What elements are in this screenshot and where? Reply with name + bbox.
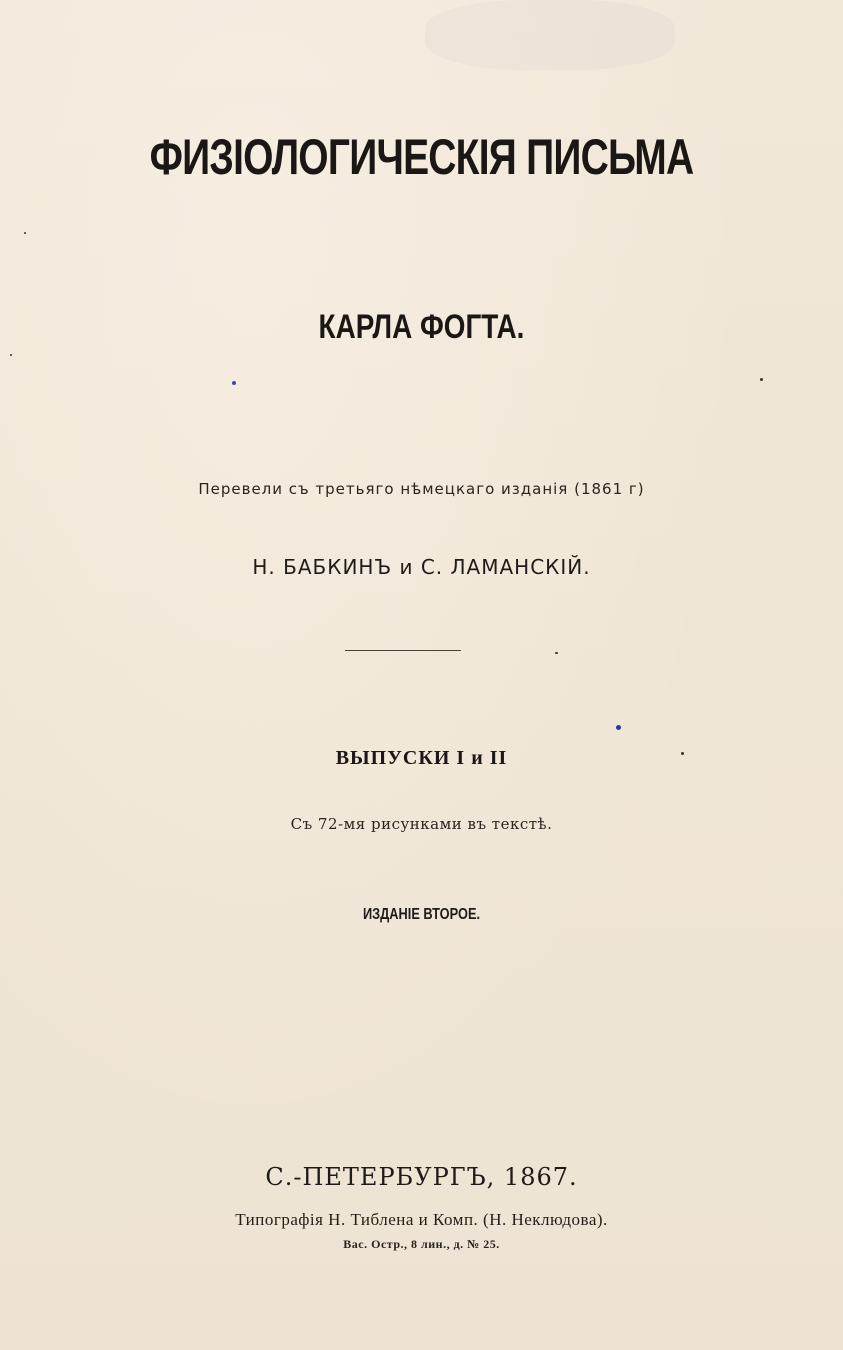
- paper-speck: [681, 752, 684, 755]
- author-line: КАРЛА ФОГТА.: [318, 308, 525, 346]
- paper-speck: [616, 725, 621, 730]
- paper-speck: [10, 354, 12, 356]
- paper-speck: [232, 381, 236, 385]
- paper-speck: [760, 378, 763, 381]
- issues-line: ВЫПУСКИ I и II: [335, 747, 508, 769]
- book-title: ФИЗІОЛОГИЧЕСКІЯ ПИСЬМА: [149, 129, 694, 185]
- paper-speck: [24, 232, 26, 234]
- imprint-city-year: С.-ПЕТЕРБУРГЪ, 1867.: [265, 1163, 578, 1191]
- divider-rule: [345, 650, 461, 651]
- figures-note: Съ 72-мя рисунками въ текстѣ.: [290, 815, 553, 833]
- translation-note: Перевели съ третьяго нѣмецкаго изданія (1861 г): [198, 480, 645, 498]
- translators-line: Н. БАБКИНЪ и С. ЛАМАНСКІЙ.: [252, 555, 591, 579]
- imprint-printer: Типографія Н. Тиблена и Комп. (Н. Неклюдова).: [235, 1210, 608, 1229]
- edition-line: ИЗДАНІЕ ВТОРОЕ.: [362, 906, 481, 923]
- paper-speck: [555, 652, 558, 654]
- imprint-address: Вас. Остр., 8 лин., д. № 25.: [343, 1237, 500, 1251]
- paper-stain: [425, 0, 675, 70]
